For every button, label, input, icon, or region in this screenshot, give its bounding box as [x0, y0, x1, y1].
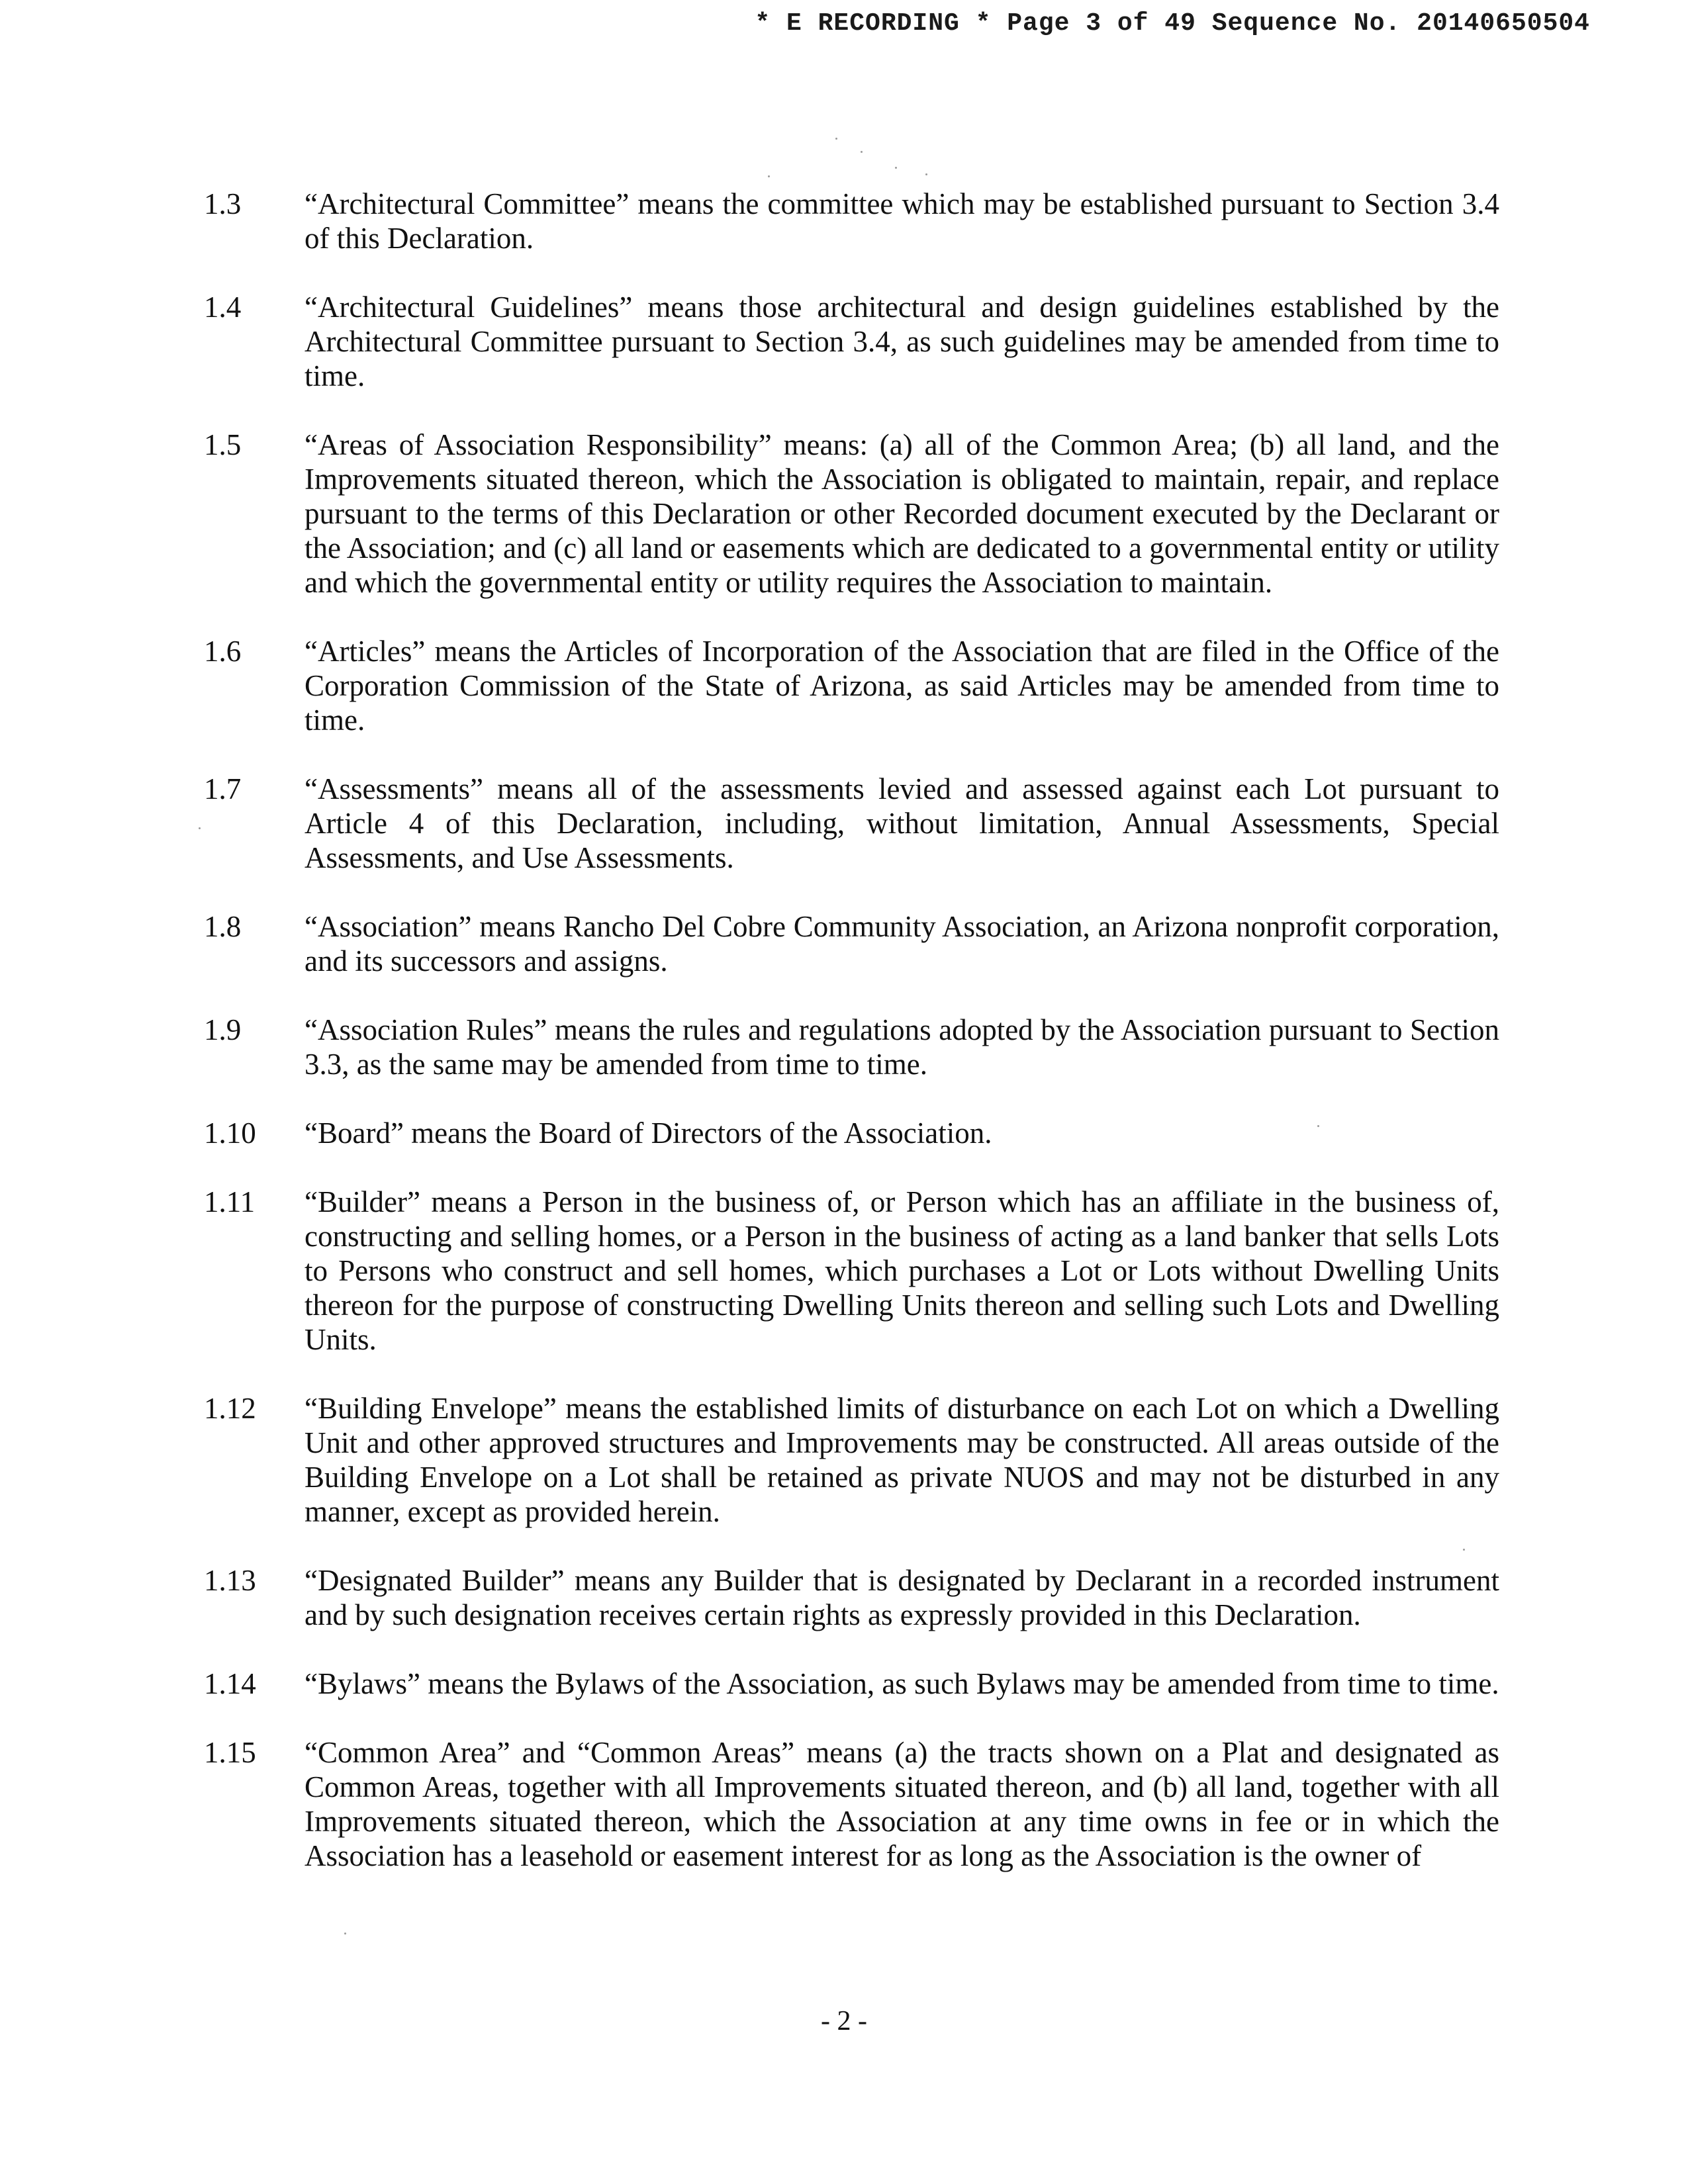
scan-speck [344, 1933, 346, 1934]
definition-item [0, 428, 1688, 600]
definition-text: “Architectural Committee” means the committee which may be established pursuant to Section 3.4 of this Declaration. [305, 187, 1499, 255]
definition-number: 1.8 [204, 910, 242, 943]
definition-number: 1.5 [204, 428, 242, 461]
definition-item [0, 1185, 1688, 1357]
definition-item [0, 909, 1688, 978]
definition-number: 1.14 [204, 1667, 256, 1700]
definition-text: “Architectural Guidelines” means those architectural and design guidelines established by the Architectural Committee pursuant to Section 3.4, as such guidelines may be amended from time to time. [305, 291, 1499, 392]
definition-item [0, 634, 1688, 737]
definition-text: “Board” means the Board of Directors of the Association. [305, 1116, 992, 1150]
definition-item [0, 187, 1688, 255]
definition-item [0, 290, 1688, 393]
page-number: - 2 - [821, 2006, 867, 2036]
recording-header: * E RECORDING * Page 3 of 49 Sequence No. 20140650504 [755, 9, 1590, 38]
definition-item [0, 1013, 1688, 1081]
definition-text: “Builder” means a Person in the business of, or Person which has an affiliate in the business of, constructing and selling homes, or a Person in the business of acting as a land banker that sells Lots to Persons who construct and sell homes, which purchases a Lot or Lots without Dwelling Units thereon for the purpose of constructing Dwelling Units thereon and selling such Lots and Dwelling Units. [305, 1185, 1499, 1356]
scan-speck [895, 167, 897, 169]
definition-text: “Designated Builder” means any Builder that is designated by Declarant in a recorded instrument and by such designation receives certain rights as expressly provided in this Declaration. [305, 1564, 1499, 1631]
definition-number: 1.11 [204, 1185, 256, 1218]
scan-speck [925, 173, 927, 175]
definition-item [0, 1666, 1688, 1701]
definition-text: “Common Area” and “Common Areas” means (a) the tracts shown on a Plat and designated as Common Areas, together with all Improvements situated thereon, and (b) all land, together with all Improvements situated thereon, which the Association at any time owns in fee or in which the Association has a leasehold or easement interest for as long as the Association is the owner of [305, 1736, 1499, 1872]
definition-number: 1.4 [204, 291, 242, 324]
definition-item [0, 1735, 1688, 1873]
definition-number: 1.9 [204, 1013, 242, 1046]
definition-number: 1.3 [204, 187, 242, 220]
definition-text: “Building Envelope” means the established limits of disturbance on each Lot on which a Dwelling Unit and other approved structures and Improvements may be constructed. All areas outside of the Building Envelope on a Lot shall be retained as private NUOS and may not be disturbed in any manner, except as provided herein. [305, 1392, 1499, 1528]
definition-number: 1.7 [204, 772, 242, 805]
definition-number: 1.10 [204, 1116, 256, 1150]
definition-text: “Articles” means the Articles of Incorporation of the Association that are filed in the Office of the Corporation Commission of the State of Arizona, as said Articles may be amended from time to time. [305, 635, 1499, 737]
scan-speck [861, 151, 863, 153]
definition-item [0, 1116, 1688, 1150]
definitions-list [0, 187, 1688, 1907]
definition-number: 1.12 [204, 1392, 256, 1425]
definition-text: “Association Rules” means the rules and regulations adopted by the Association pursuant to Section 3.3, as the same may be amended from time to time. [305, 1013, 1499, 1081]
definition-text: “Bylaws” means the Bylaws of the Association, as such Bylaws may be amended from time to time. [305, 1667, 1499, 1700]
definition-number: 1.6 [204, 635, 242, 668]
definition-item [0, 1391, 1688, 1529]
definition-text: “Assessments” means all of the assessments levied and assessed against each Lot pursuant to Article 4 of this Declaration, including, without limitation, Annual Assessments, Special Assessments, and Use Assessments. [305, 772, 1499, 874]
definition-text: “Areas of Association Responsibility” means: (a) all of the Common Area; (b) all land, and the Improvements situated thereon, which the Association is obligated to maintain, repair, and replace pursuant to the terms of this Declaration or other Recorded document executed by the Declarant or the Association; and (c) all land or easements which are dedicated to a governmental entity or utility and which the governmental entity or utility requires the Association to maintain. [305, 428, 1499, 599]
definition-number: 1.13 [204, 1564, 256, 1597]
scan-speck [768, 175, 770, 177]
definition-item [0, 772, 1688, 875]
scan-speck [835, 138, 837, 140]
definition-number: 1.15 [204, 1736, 256, 1769]
definition-item [0, 1563, 1688, 1632]
definition-text: “Association” means Rancho Del Cobre Community Association, an Arizona nonprofit corporation, and its successors and assigns. [305, 910, 1499, 978]
